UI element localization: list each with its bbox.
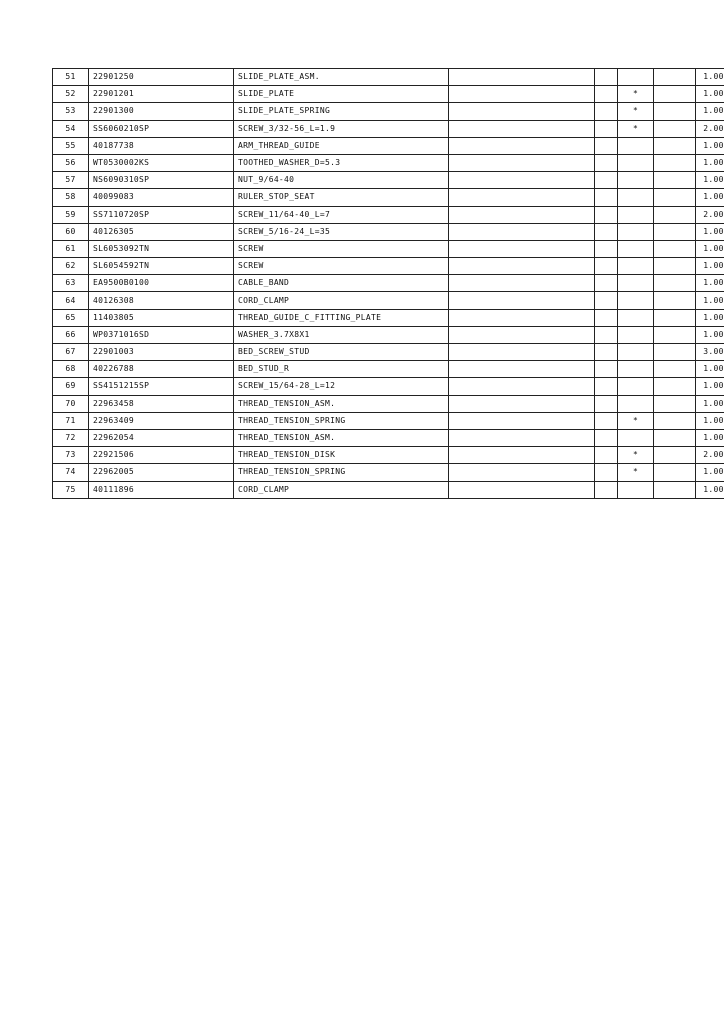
- blank-cell: [654, 120, 696, 137]
- table-row: [53, 172, 724, 189]
- description-cell: BED_STUD_R: [234, 361, 449, 378]
- description-cell: BED_SCREW_STUD: [234, 344, 449, 361]
- part-number-cell: EA9500B0100: [89, 275, 234, 292]
- table-row: [53, 447, 724, 464]
- table-row: [53, 154, 724, 171]
- blank-cell: [449, 275, 595, 292]
- description-cell: CABLE_BAND: [234, 275, 449, 292]
- part-number-cell: 40126305: [89, 223, 234, 240]
- part-number-cell: 22962005: [89, 464, 234, 481]
- blank-cell: [449, 206, 595, 223]
- blank-cell: [654, 240, 696, 257]
- part-number-cell: 22901003: [89, 344, 234, 361]
- item-number-cell: 74: [53, 464, 89, 481]
- item-number-cell: 58: [53, 189, 89, 206]
- blank-cell: [595, 103, 618, 120]
- blank-cell: [595, 378, 618, 395]
- table-row: [53, 395, 724, 412]
- description-cell: SCREW_5/16-24_L=35: [234, 223, 449, 240]
- mark-cell: [618, 172, 654, 189]
- item-number-cell: 64: [53, 292, 89, 309]
- part-number-cell: WP0371016SD: [89, 326, 234, 343]
- item-number-cell: 52: [53, 86, 89, 103]
- part-number-cell: 22901201: [89, 86, 234, 103]
- blank-cell: [449, 103, 595, 120]
- blank-cell: [449, 395, 595, 412]
- blank-cell: [449, 361, 595, 378]
- blank-cell: [449, 240, 595, 257]
- quantity-cell: 1.00: [696, 258, 724, 275]
- item-number-cell: 70: [53, 395, 89, 412]
- part-number-cell: SL6054592TN: [89, 258, 234, 275]
- mark-cell: [618, 395, 654, 412]
- mark-cell: [618, 258, 654, 275]
- blank-cell: [654, 481, 696, 498]
- blank-cell: [654, 326, 696, 343]
- item-number-cell: 57: [53, 172, 89, 189]
- blank-cell: [654, 275, 696, 292]
- description-cell: THREAD_TENSION_SPRING: [234, 412, 449, 429]
- table-row: [53, 344, 724, 361]
- blank-cell: [654, 172, 696, 189]
- quantity-cell: 1.00: [696, 361, 724, 378]
- blank-cell: [595, 481, 618, 498]
- mark-cell: [618, 154, 654, 171]
- item-number-cell: 75: [53, 481, 89, 498]
- mark-cell: [618, 429, 654, 446]
- blank-cell: [595, 447, 618, 464]
- blank-cell: [449, 120, 595, 137]
- table-row: [53, 189, 724, 206]
- blank-cell: [449, 464, 595, 481]
- blank-cell: [449, 309, 595, 326]
- blank-cell: [595, 154, 618, 171]
- mark-cell: [618, 344, 654, 361]
- mark-cell: [618, 481, 654, 498]
- blank-cell: [449, 292, 595, 309]
- mark-cell: *: [618, 412, 654, 429]
- part-number-cell: SS6060210SP: [89, 120, 234, 137]
- quantity-cell: 1.00: [696, 223, 724, 240]
- description-cell: CORD_CLAMP: [234, 481, 449, 498]
- description-cell: ARM_THREAD_GUIDE: [234, 137, 449, 154]
- quantity-cell: 1.00: [696, 240, 724, 257]
- item-number-cell: 68: [53, 361, 89, 378]
- part-number-cell: 22901250: [89, 69, 234, 86]
- blank-cell: [449, 258, 595, 275]
- quantity-cell: 1.00: [696, 275, 724, 292]
- blank-cell: [654, 258, 696, 275]
- description-cell: SCREW_15/64-28_L=12: [234, 378, 449, 395]
- quantity-cell: 1.00: [696, 86, 724, 103]
- table-row: [53, 481, 724, 498]
- mark-cell: [618, 189, 654, 206]
- item-number-cell: 51: [53, 69, 89, 86]
- blank-cell: [595, 189, 618, 206]
- blank-cell: [595, 223, 618, 240]
- blank-cell: [449, 481, 595, 498]
- table-row: [53, 378, 724, 395]
- quantity-cell: 1.00: [696, 412, 724, 429]
- blank-cell: [449, 86, 595, 103]
- quantity-cell: 1.00: [696, 292, 724, 309]
- table-row: [53, 275, 724, 292]
- blank-cell: [654, 292, 696, 309]
- description-cell: THREAD_GUIDE_C_FITTING_PLATE: [234, 309, 449, 326]
- blank-cell: [654, 154, 696, 171]
- mark-cell: [618, 137, 654, 154]
- blank-cell: [449, 154, 595, 171]
- table-row: [53, 258, 724, 275]
- description-cell: TOOTHED_WASHER_D=5.3: [234, 154, 449, 171]
- part-number-cell: SS7110720SP: [89, 206, 234, 223]
- part-number-cell: 40099083: [89, 189, 234, 206]
- description-cell: THREAD_TENSION_ASM.: [234, 429, 449, 446]
- item-number-cell: 66: [53, 326, 89, 343]
- blank-cell: [595, 172, 618, 189]
- blank-cell: [595, 361, 618, 378]
- part-number-cell: SS4151215SP: [89, 378, 234, 395]
- description-cell: SLIDE_PLATE_SPRING: [234, 103, 449, 120]
- blank-cell: [449, 137, 595, 154]
- item-number-cell: 59: [53, 206, 89, 223]
- blank-cell: [595, 240, 618, 257]
- part-number-cell: 22962054: [89, 429, 234, 446]
- blank-cell: [449, 447, 595, 464]
- blank-cell: [654, 69, 696, 86]
- blank-cell: [595, 69, 618, 86]
- item-number-cell: 55: [53, 137, 89, 154]
- blank-cell: [449, 69, 595, 86]
- table-row: [53, 223, 724, 240]
- blank-cell: [595, 344, 618, 361]
- table-row: [53, 69, 724, 86]
- blank-cell: [595, 86, 618, 103]
- item-number-cell: 54: [53, 120, 89, 137]
- blank-cell: [654, 86, 696, 103]
- blank-cell: [449, 412, 595, 429]
- blank-cell: [449, 344, 595, 361]
- quantity-cell: 1.00: [696, 326, 724, 343]
- part-number-cell: 11403805: [89, 309, 234, 326]
- quantity-cell: 2.00: [696, 447, 724, 464]
- mark-cell: *: [618, 447, 654, 464]
- item-number-cell: 56: [53, 154, 89, 171]
- blank-cell: [449, 429, 595, 446]
- item-number-cell: 65: [53, 309, 89, 326]
- item-number-cell: 69: [53, 378, 89, 395]
- blank-cell: [595, 464, 618, 481]
- description-cell: SCREW: [234, 240, 449, 257]
- mark-cell: [618, 69, 654, 86]
- parts-list-body: [53, 69, 724, 499]
- description-cell: THREAD_TENSION_ASM.: [234, 395, 449, 412]
- part-number-cell: 40111896: [89, 481, 234, 498]
- blank-cell: [449, 172, 595, 189]
- blank-cell: [595, 412, 618, 429]
- table-row: [53, 240, 724, 257]
- item-number-cell: 72: [53, 429, 89, 446]
- blank-cell: [595, 137, 618, 154]
- table-row: [53, 429, 724, 446]
- item-number-cell: 60: [53, 223, 89, 240]
- blank-cell: [654, 378, 696, 395]
- mark-cell: [618, 275, 654, 292]
- mark-cell: *: [618, 120, 654, 137]
- table-row: [53, 309, 724, 326]
- table-row: [53, 86, 724, 103]
- quantity-cell: 2.00: [696, 120, 724, 137]
- mark-cell: [618, 326, 654, 343]
- table-row: [53, 137, 724, 154]
- blank-cell: [654, 103, 696, 120]
- description-cell: THREAD_TENSION_DISK: [234, 447, 449, 464]
- table-row: [53, 120, 724, 137]
- blank-cell: [654, 206, 696, 223]
- item-number-cell: 63: [53, 275, 89, 292]
- blank-cell: [654, 223, 696, 240]
- blank-cell: [449, 223, 595, 240]
- quantity-cell: 3.00: [696, 344, 724, 361]
- part-number-cell: WT0530002KS: [89, 154, 234, 171]
- part-number-cell: 40126308: [89, 292, 234, 309]
- table-row: [53, 103, 724, 120]
- description-cell: WASHER_3.7X8X1: [234, 326, 449, 343]
- description-cell: NUT_9/64-40: [234, 172, 449, 189]
- blank-cell: [654, 309, 696, 326]
- blank-cell: [654, 137, 696, 154]
- description-cell: SLIDE_PLATE_ASM.: [234, 69, 449, 86]
- description-cell: RULER_STOP_SEAT: [234, 189, 449, 206]
- blank-cell: [449, 326, 595, 343]
- item-number-cell: 53: [53, 103, 89, 120]
- quantity-cell: 1.00: [696, 464, 724, 481]
- blank-cell: [654, 429, 696, 446]
- quantity-cell: 2.00: [696, 206, 724, 223]
- description-cell: SCREW_3/32-56_L=1.9: [234, 120, 449, 137]
- quantity-cell: 1.00: [696, 154, 724, 171]
- item-number-cell: 67: [53, 344, 89, 361]
- quantity-cell: 1.00: [696, 103, 724, 120]
- description-cell: SCREW_11/64-40_L=7: [234, 206, 449, 223]
- item-number-cell: 73: [53, 447, 89, 464]
- blank-cell: [595, 395, 618, 412]
- item-number-cell: 71: [53, 412, 89, 429]
- blank-cell: [654, 464, 696, 481]
- item-number-cell: 62: [53, 258, 89, 275]
- item-number-cell: 61: [53, 240, 89, 257]
- blank-cell: [654, 344, 696, 361]
- table-row: [53, 292, 724, 309]
- blank-cell: [595, 429, 618, 446]
- blank-cell: [595, 292, 618, 309]
- mark-cell: *: [618, 103, 654, 120]
- description-cell: SLIDE_PLATE: [234, 86, 449, 103]
- parts-list-table: [52, 68, 724, 499]
- blank-cell: [654, 412, 696, 429]
- blank-cell: [449, 189, 595, 206]
- mark-cell: [618, 292, 654, 309]
- blank-cell: [595, 275, 618, 292]
- blank-cell: [654, 189, 696, 206]
- part-number-cell: 22963409: [89, 412, 234, 429]
- description-cell: THREAD_TENSION_SPRING: [234, 464, 449, 481]
- part-number-cell: NS6090310SP: [89, 172, 234, 189]
- quantity-cell: 1.00: [696, 481, 724, 498]
- part-number-cell: 40187738: [89, 137, 234, 154]
- description-cell: CORD_CLAMP: [234, 292, 449, 309]
- quantity-cell: 1.00: [696, 69, 724, 86]
- mark-cell: *: [618, 86, 654, 103]
- part-number-cell: 22921506: [89, 447, 234, 464]
- blank-cell: [595, 120, 618, 137]
- quantity-cell: 1.00: [696, 172, 724, 189]
- table-row: [53, 206, 724, 223]
- part-number-cell: 40226788: [89, 361, 234, 378]
- quantity-cell: 1.00: [696, 378, 724, 395]
- table-row: [53, 326, 724, 343]
- mark-cell: [618, 223, 654, 240]
- blank-cell: [654, 395, 696, 412]
- description-cell: SCREW: [234, 258, 449, 275]
- mark-cell: [618, 378, 654, 395]
- quantity-cell: 1.00: [696, 137, 724, 154]
- quantity-cell: 1.00: [696, 395, 724, 412]
- blank-cell: [595, 309, 618, 326]
- part-number-cell: SL6053092TN: [89, 240, 234, 257]
- blank-cell: [654, 447, 696, 464]
- quantity-cell: 1.00: [696, 309, 724, 326]
- blank-cell: [595, 206, 618, 223]
- blank-cell: [595, 326, 618, 343]
- part-number-cell: 22901300: [89, 103, 234, 120]
- part-number-cell: 22963458: [89, 395, 234, 412]
- mark-cell: [618, 361, 654, 378]
- mark-cell: [618, 309, 654, 326]
- mark-cell: *: [618, 464, 654, 481]
- quantity-cell: 1.00: [696, 189, 724, 206]
- table-row: [53, 464, 724, 481]
- blank-cell: [595, 258, 618, 275]
- mark-cell: [618, 240, 654, 257]
- blank-cell: [654, 361, 696, 378]
- quantity-cell: 1.00: [696, 429, 724, 446]
- table-row: [53, 412, 724, 429]
- blank-cell: [449, 378, 595, 395]
- mark-cell: [618, 206, 654, 223]
- table-row: [53, 361, 724, 378]
